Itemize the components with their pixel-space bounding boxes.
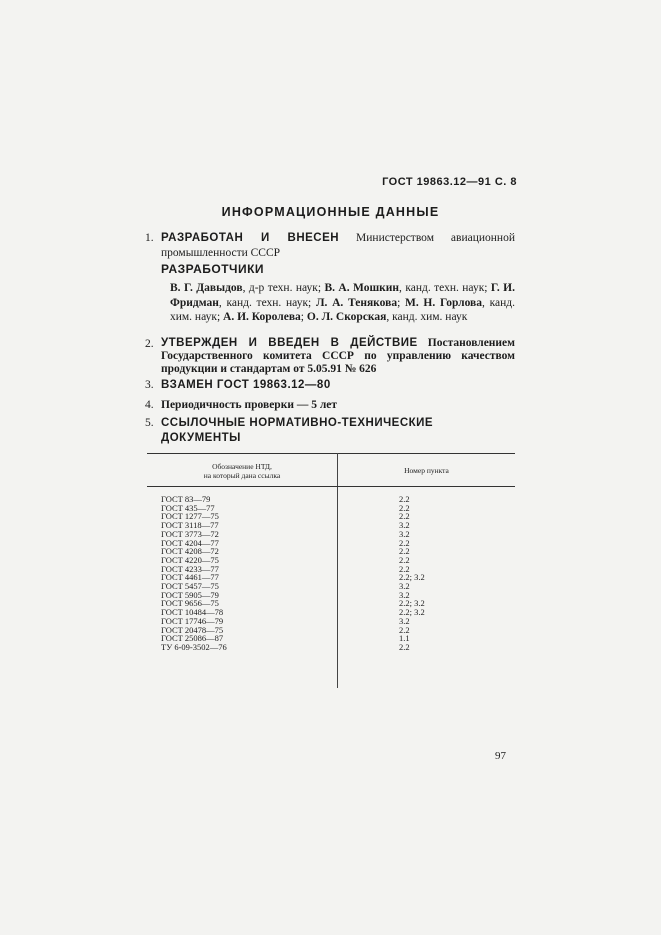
info-item-1 xyxy=(145,231,515,261)
item-number: 3. xyxy=(145,379,154,391)
item-label: УТВЕРЖДЕН И ВВЕДЕН В ДЕЙСТВИЕ xyxy=(161,337,418,349)
table-cell-ntd: ГОСТ 4233—77 xyxy=(161,563,219,574)
table-cell-clause: 3.2 xyxy=(399,615,410,626)
table-cell-clause: 2.2 xyxy=(399,563,410,574)
table-cell-clause: 3.2 xyxy=(399,581,410,592)
item-label: РАЗРАБОТАН И ВНЕСЕН xyxy=(161,232,340,244)
developer-role: , канд. техн. наук; xyxy=(218,296,316,309)
table-cell-clause: 1.1 xyxy=(399,633,410,644)
page-title: ИНФОРМАЦИОННЫЕ ДАННЫЕ xyxy=(221,205,440,219)
table-cell-clause: 2.2 xyxy=(399,494,410,504)
column-clause-values xyxy=(399,495,425,652)
table-cell-ntd: ГОСТ 83—79 xyxy=(161,494,211,504)
developer-role: ; xyxy=(397,296,405,309)
table-cell-clause: 3.2 xyxy=(399,520,410,531)
table-cell-clause: 2.2 xyxy=(399,546,410,557)
developer-name: В. Г. Давыдов xyxy=(170,282,243,294)
table-cell-ntd: ГОСТ 9656—75 xyxy=(161,598,219,609)
info-item-5 xyxy=(145,416,515,446)
table-cell-ntd: ГОСТ 17746—79 xyxy=(161,615,224,626)
table-cell-clause: 2.2 xyxy=(399,511,410,522)
table-cell-clause: 2.2; 3.2 xyxy=(399,607,425,618)
table-cell-ntd: ГОСТ 3118—77 xyxy=(161,520,219,531)
item-number: 2. xyxy=(145,338,154,350)
developer-role: , канд. хим. наук; xyxy=(170,296,515,323)
table-cell-ntd: ГОСТ 25086—87 xyxy=(161,633,224,644)
info-item-2 xyxy=(145,337,515,376)
table-cell-clause: 2.2; 3.2 xyxy=(399,572,425,583)
table-cell-ntd: ГОСТ 10484—78 xyxy=(161,607,224,618)
table-cell-clause: 2.2 xyxy=(399,537,410,548)
item-text: Постановлением Государственного комитета СССР по управлению качеством продукции и стандартам от 5.05.91 № 626 xyxy=(161,337,515,375)
table-cell-ntd: ГОСТ 20478—75 xyxy=(161,624,224,635)
table-cell-clause: 2.2; 3.2 xyxy=(399,598,425,609)
developer-role: , канд. хим. наук xyxy=(386,311,468,323)
developer-role: , д-р техн. наук; xyxy=(242,282,325,294)
table-top-rule xyxy=(147,453,515,454)
table-cell-ntd: ГОСТ 5905—79 xyxy=(161,589,219,600)
table-cell-ntd: ГОСТ 1277—75 xyxy=(161,511,219,522)
developers-heading: РАЗРАБОТЧИКИ xyxy=(161,262,265,276)
table-cell-ntd: ТУ 6-09-3502—76 xyxy=(161,641,227,652)
developer-name: В. А. Мошкин xyxy=(324,282,400,294)
item-text: Министерством авиационной промышленности СССР xyxy=(161,232,515,259)
table-cell-ntd: ГОСТ 4461—77 xyxy=(161,572,219,583)
column-header-clause: Номер пункта xyxy=(404,466,449,475)
table-column-divider xyxy=(337,453,338,688)
item-text: ССЫЛОЧНЫЕ НОРМАТИВНО-ТЕХНИЧЕСКИЕ ДОКУМЕНТЫ xyxy=(161,417,434,444)
table-cell-clause: 2.2 xyxy=(399,502,410,513)
table-cell-ntd: ГОСТ 3773—72 xyxy=(161,528,219,539)
table-cell-ntd: ГОСТ 435—77 xyxy=(161,502,215,513)
table-cell-ntd: ГОСТ 5457—75 xyxy=(161,581,219,592)
developers-list xyxy=(170,281,515,325)
table-header-rule xyxy=(147,486,515,487)
developer-role: , канд. техн. наук; xyxy=(399,282,491,294)
column-header-ntd xyxy=(147,462,337,480)
developer-name: Г. И. Фридман xyxy=(170,282,516,309)
table-cell-ntd: ГОСТ 4208—72 xyxy=(161,546,219,557)
developer-name: М. Н. Горлова xyxy=(404,296,482,309)
references-table xyxy=(147,453,515,688)
info-item-4 xyxy=(145,398,515,413)
developer-name: А. И. Королева xyxy=(223,311,301,323)
table-cell-clause: 3.2 xyxy=(399,589,410,600)
info-item-3 xyxy=(145,378,515,393)
column-ntd-values xyxy=(161,495,227,652)
page-number: 97 xyxy=(495,750,506,762)
table-cell-ntd: ГОСТ 4220—75 xyxy=(161,554,219,565)
table-cell-clause: 3.2 xyxy=(399,528,410,539)
item-number: 4. xyxy=(145,399,154,411)
item-text: ВЗАМЕН ГОСТ 19863.12—80 xyxy=(161,379,331,391)
item-number: 5. xyxy=(145,417,154,429)
developer-name: Л. А. Тенякова xyxy=(315,296,398,309)
table-cell-clause: 2.2 xyxy=(399,624,410,635)
table-cell-clause: 2.2 xyxy=(399,641,410,652)
developer-name: О. Л. Скорская xyxy=(306,311,387,323)
developer-role: ; xyxy=(300,311,307,323)
table-cell-ntd: ГОСТ 4204—77 xyxy=(161,537,219,548)
item-text: Периодичность проверки — 5 лет xyxy=(161,399,338,411)
table-cell-clause: 2.2 xyxy=(399,554,410,565)
document-reference: ГОСТ 19863.12—91 С. 8 xyxy=(382,176,517,188)
column-header-ntd-line2: на который дана ссылка xyxy=(203,471,281,480)
item-number: 1. xyxy=(145,232,154,244)
column-header-ntd-line1: Обозначение НТД, xyxy=(212,462,272,471)
